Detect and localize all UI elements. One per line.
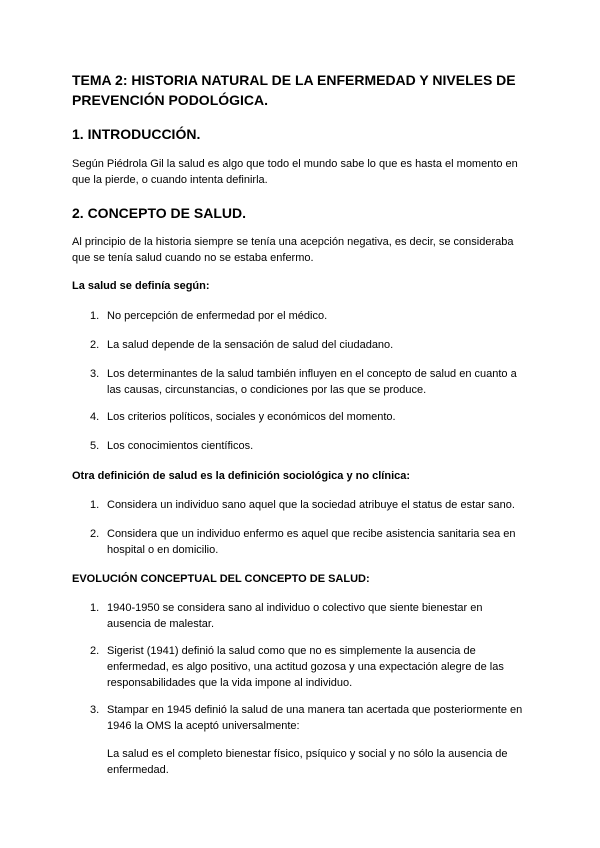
- list-item-text: Considera que un individuo enfermo es aquel que recibe asistencia sanitaria sea en hospital o en domicilio.: [107, 528, 516, 556]
- list-title-salud-segun: La salud se definía según:: [72, 280, 210, 292]
- list-item-text: Los conocimientos científicos.: [107, 440, 254, 452]
- document-title: TEMA 2: HISTORIA NATURAL DE LA ENFERMEDAD Y NIVELES DE PREVENCIÓN PODOLÓGICA.: [72, 72, 516, 108]
- list-item-text: Los determinantes de la salud también influyen en el concepto de salud en cuanto a las causas, circunstancias, o condiciones por las que se produce.: [107, 368, 517, 396]
- list-item: [90, 366, 528, 398]
- list-item-text: No percepción de enfermedad por el médico.: [107, 310, 328, 322]
- list-item-text: Stampar en 1945 definió la salud de una manera tan acertada que posteriormente en 1946 la OMS la aceptó universalmente:: [107, 704, 523, 732]
- list-title-definicion-sociologica: Otra definición de salud es la definición sociológica y no clínica:: [72, 470, 411, 482]
- list-item-text: Considera un individuo sano aquel que la sociedad atribuye el status de estar sano.: [107, 499, 515, 511]
- section-heading-concepto-salud: 2. CONCEPTO DE SALUD.: [72, 205, 246, 221]
- list-item-number: 2.: [90, 339, 100, 351]
- list-item: [90, 497, 528, 513]
- list-item-number: 2.: [90, 528, 100, 540]
- list-item-number: 1.: [90, 310, 100, 322]
- list-item: [90, 526, 528, 558]
- list-item-number: 2.: [90, 645, 100, 657]
- list-item: [90, 308, 528, 324]
- list-item-text: Sigerist (1941) definió la salud como que no es simplemente la ausencia de enfermedad, es algo positivo, una actitud gozosa y una expectación alegre de las responsabilidades que la vida impone al individuo.: [107, 645, 504, 689]
- list-item: [90, 643, 528, 691]
- quote-text: La salud es el completo bienestar físico, psíquico y social y no sólo la ausencia de enfermedad.: [107, 748, 508, 776]
- paragraph-concepto-salud: Al principio de la historia siempre se tenía una acepción negativa, es decir, se consideraba que se tenía salud cuando no se estaba enfermo.: [72, 236, 514, 264]
- list-item-text: La salud depende de la sensación de salud del ciudadano.: [107, 339, 394, 351]
- list-item-text: Los criterios políticos, sociales y económicos del momento.: [107, 411, 396, 423]
- list-item: [90, 600, 528, 632]
- list-item: [90, 409, 528, 425]
- list-item-number: 1.: [90, 499, 100, 511]
- list-item: [90, 702, 528, 734]
- list-item-number: 5.: [90, 440, 100, 452]
- paragraph-introduccion: Según Piédrola Gil la salud es algo que todo el mundo sabe lo que es hasta el momento en que la pierde, o cuando intenta definirla.: [72, 158, 518, 186]
- list-item-number: 3.: [90, 368, 100, 380]
- list-item-text: 1940-1950 se considera sano al individuo o colectivo que siente bienestar en ausencia de malestar.: [107, 602, 483, 630]
- list-item-number: 3.: [90, 704, 100, 716]
- list-title-evolucion-conceptual: EVOLUCIÓN CONCEPTUAL DEL CONCEPTO DE SALUD:: [72, 573, 370, 585]
- list-item: [90, 337, 528, 353]
- list-item: [90, 438, 528, 454]
- section-heading-introduccion: 1. INTRODUCCIÓN.: [72, 126, 201, 142]
- definition-quote: [90, 746, 528, 778]
- list-item-number: 4.: [90, 411, 100, 423]
- list-item-number: 1.: [90, 602, 100, 614]
